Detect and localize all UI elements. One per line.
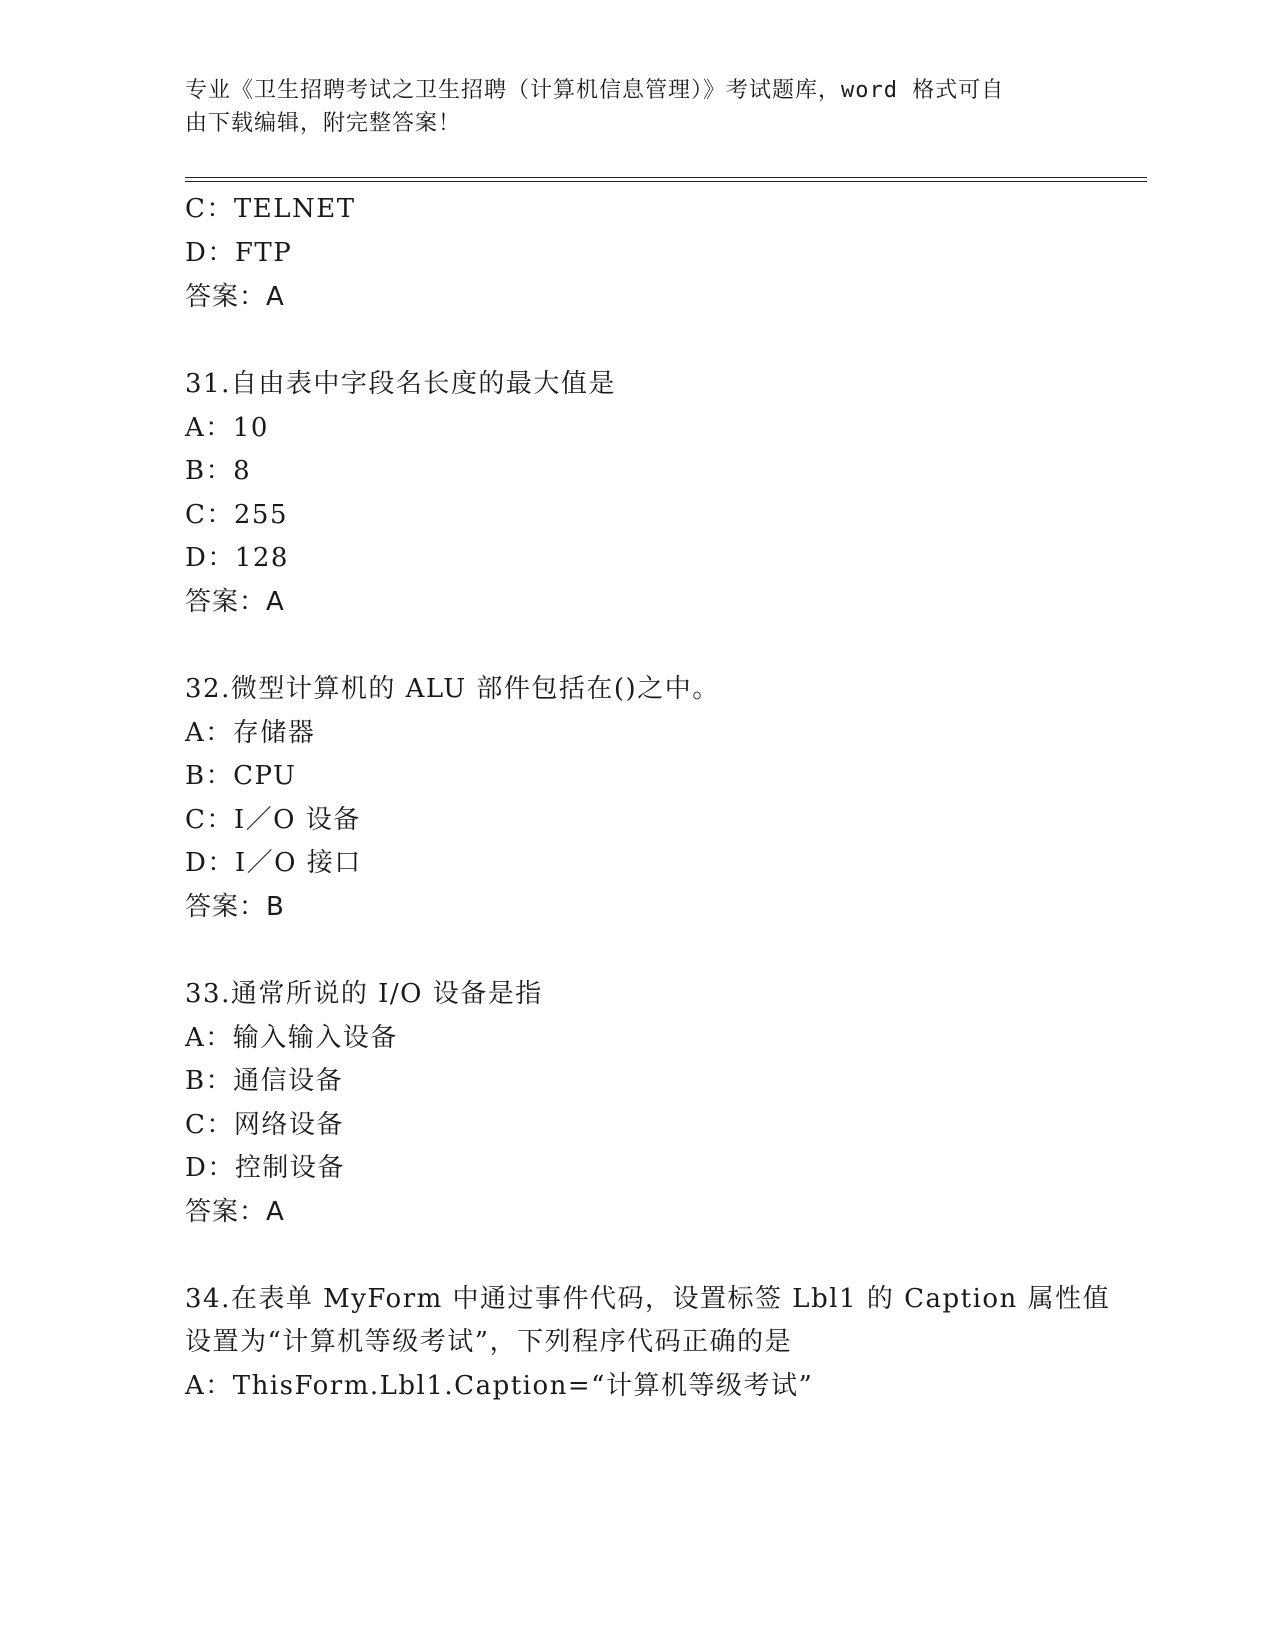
q34-option-a: A：ThisForm.Lbl1.Caption=“计算机等级考试” xyxy=(185,1371,814,1401)
header-line-1: 专业《卫生招聘考试之卫生招聘（计算机信息管理）》考试题库，word 格式可自 xyxy=(185,78,1005,103)
page-header xyxy=(185,74,1065,140)
q34-stem-line-2: 设置为“计算机等级考试”，下列程序代码正确的是 xyxy=(185,1327,793,1357)
q34-stem-line-1: 34.在表单 MyForm 中通过事件代码，设置标签 Lbl1 的 Caption 属性值 xyxy=(185,1284,1111,1314)
header-line-2: 由下载编辑，附完整答案！ xyxy=(185,111,462,136)
q33-answer: 答案：A xyxy=(185,1197,285,1227)
q31-option-c: C：255 xyxy=(185,500,289,530)
prev-answer: 答案：A xyxy=(185,282,285,312)
q32-answer: 答案：B xyxy=(185,892,285,922)
q32-option-b: B：CPU xyxy=(185,761,297,791)
q33-option-b: B：通信设备 xyxy=(185,1066,344,1096)
q33-option-d: D：控制设备 xyxy=(185,1153,345,1183)
q32-option-a: A：存储器 xyxy=(185,718,316,748)
header-divider-top xyxy=(185,177,1147,178)
q32-option-c: C：I／O 设备 xyxy=(185,805,361,835)
q33-stem: 33.通常所说的 I/O 设备是指 xyxy=(185,979,543,1009)
prev-option-c: C：TELNET xyxy=(185,194,356,224)
header-divider-bottom xyxy=(185,181,1147,182)
q33-option-c: C：网络设备 xyxy=(185,1110,344,1140)
q33-option-a: A：输入输入设备 xyxy=(185,1023,398,1053)
prev-option-d: D：FTP xyxy=(185,238,293,268)
q31-answer: 答案：A xyxy=(185,587,285,617)
q31-option-b: B：8 xyxy=(185,456,252,486)
q31-stem: 31.自由表中字段名长度的最大值是 xyxy=(185,369,616,399)
q31-option-a: A：10 xyxy=(185,413,269,443)
q32-option-d: D：I／O 接口 xyxy=(185,848,362,878)
q31-option-d: D：128 xyxy=(185,543,289,573)
q32-stem: 32.微型计算机的 ALU 部件包括在()之中。 xyxy=(185,674,720,704)
